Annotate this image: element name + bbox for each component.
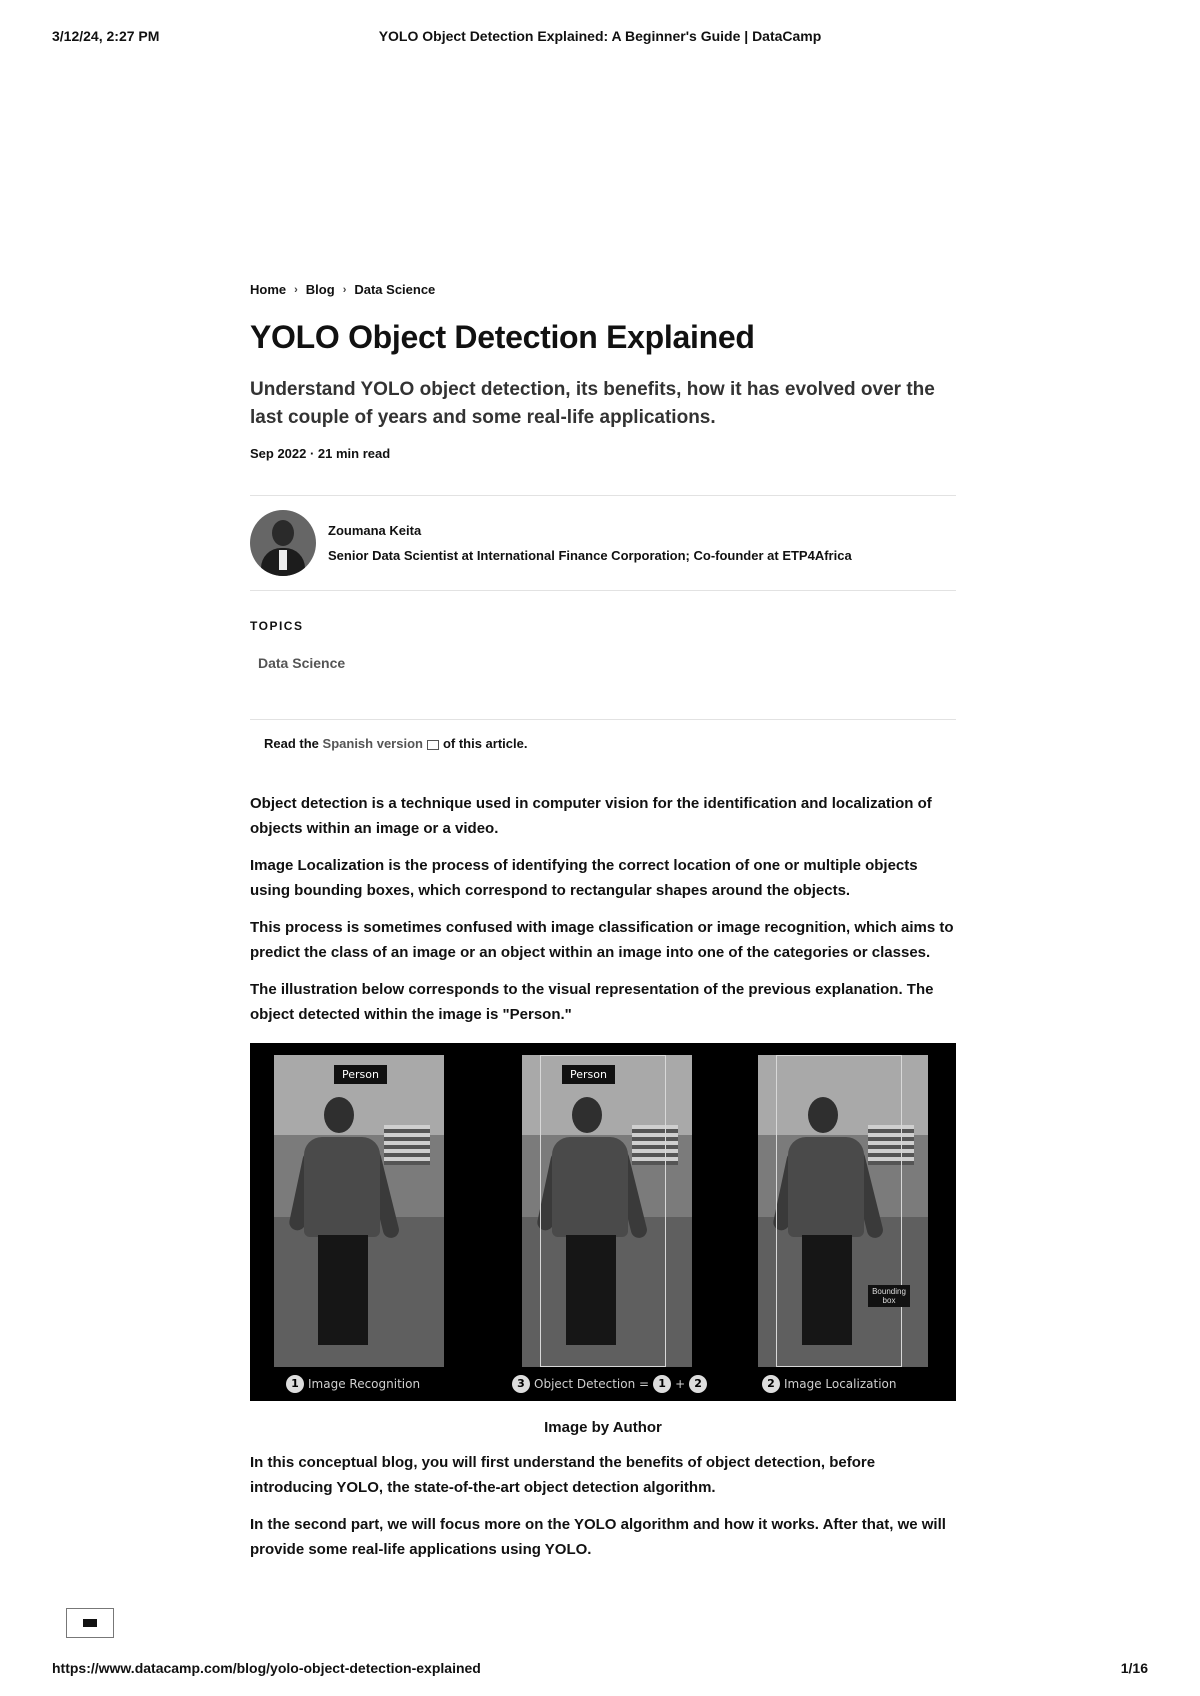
bounding-box: [776, 1055, 902, 1367]
person-label-tag: Person: [562, 1065, 615, 1084]
paragraph: In this conceptual blog, you will first understand the benefits of object detection, before introducing YOLO, the state-of-the-art object detection algorithm.: [250, 1454, 876, 1496]
paragraph: The illustration below corresponds to the visual representation of the previous explanation. The object detected within the image is "Person.": [250, 981, 934, 1023]
figure-caption: Image by Author: [544, 1419, 662, 1436]
article-subtitle: Understand YOLO object detection, its benefits, how it has evolved over the last couple of years and some real-life applications.: [250, 379, 935, 428]
avatar[interactable]: [250, 510, 316, 576]
flag-icon: [83, 1619, 97, 1627]
object-detection-illustration: [250, 1043, 956, 1401]
breadcrumb: [250, 282, 956, 297]
breadcrumb-data-science[interactable]: Data Science: [354, 282, 436, 297]
bounding-box: [540, 1055, 666, 1367]
feedback-button[interactable]: [66, 1608, 114, 1638]
chevron-right-icon: ›: [342, 283, 347, 296]
spanish-version-note: [250, 720, 956, 767]
caption-image-recognition: 1 Image Recognition: [286, 1375, 420, 1393]
page-title: YOLO Object Detection Explained: [250, 319, 755, 355]
paragraph: In the second part, we will focus more on the YOLO algorithm and how it works. After that, we will provide some real-life applications using YOLO.: [250, 1516, 946, 1558]
article: [250, 282, 956, 1574]
photo-object-detection: [522, 1055, 692, 1367]
person-label-tag: Person: [334, 1065, 387, 1084]
author-card: [250, 496, 956, 590]
divider: [250, 590, 956, 591]
paragraph: Object detection is a technique used in computer vision for the identification and localization of objects within an image or a video.: [250, 795, 932, 837]
note-suffix: of this article.: [442, 736, 528, 751]
print-footer: [52, 1660, 1148, 1680]
print-title: YOLO Object Detection Explained: A Beginner's Guide | DataCamp: [378, 28, 822, 44]
caption-image-localization: 2 Image Localization: [762, 1375, 896, 1393]
paragraph: This process is sometimes confused with image classification or image recognition, which aims to predict the class of an image or an object within an image into one of the categories or classes.: [250, 919, 954, 961]
page-number: 1/16: [1120, 1660, 1148, 1676]
paragraph: Image Localization is the process of identifying the correct location of one or multiple objects using bounding boxes, which correspond to rectangular shapes around the objects.: [250, 857, 918, 899]
author-name[interactable]: Zoumana Keita: [328, 523, 422, 538]
photo-image-localization: [758, 1055, 928, 1367]
photo-image-recognition: [274, 1055, 444, 1367]
caption-object-detection: 3 Object Detection = 1 + 2: [512, 1375, 707, 1393]
breadcrumb-blog[interactable]: Blog: [305, 282, 335, 297]
author-role: Senior Data Scientist at International Finance Corporation; Co-founder at ETP4Africa: [328, 548, 852, 563]
print-url: https://www.datacamp.com/blog/yolo-object-detection-explained: [52, 1660, 481, 1676]
spanish-version-link[interactable]: Spanish version: [322, 736, 423, 751]
article-meta: Sep 2022 · 21 min read: [250, 446, 391, 461]
print-date: 3/12/24, 2:27 PM: [52, 28, 160, 44]
print-header: [52, 28, 1148, 48]
external-link-icon: [427, 740, 439, 750]
topics-label: TOPICS: [250, 619, 304, 633]
chevron-right-icon: ›: [294, 283, 298, 296]
topic-chip-data-science[interactable]: Data Science: [258, 655, 346, 671]
note-prefix: Read the: [264, 736, 319, 751]
breadcrumb-home[interactable]: Home: [250, 282, 287, 297]
bounding-box-label: Bounding box: [868, 1285, 910, 1307]
